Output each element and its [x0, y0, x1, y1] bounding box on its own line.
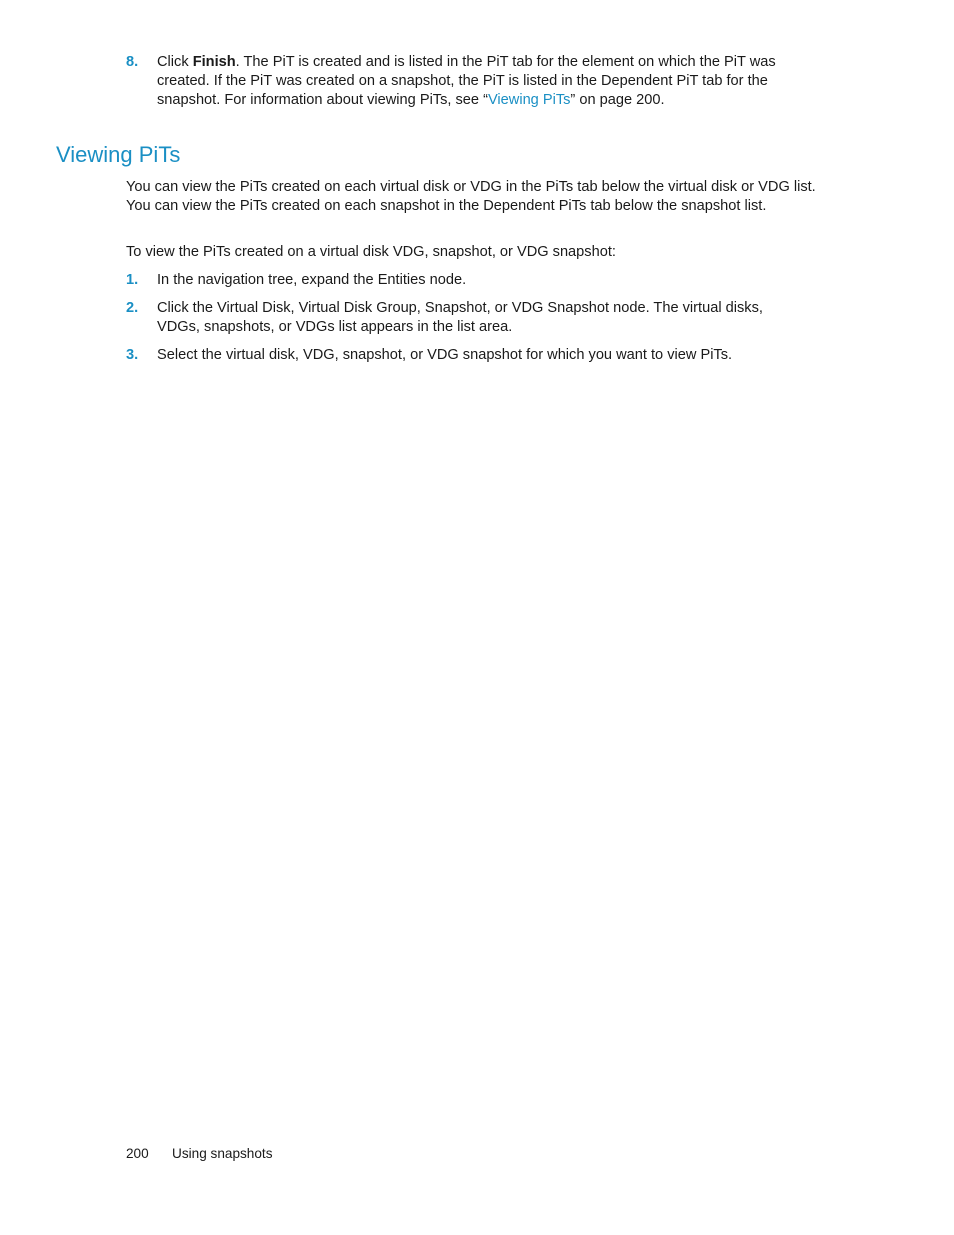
step-number: 3. — [126, 347, 139, 363]
step-text-end: ” on page 200. — [570, 92, 665, 108]
page-number: 200 — [126, 1146, 149, 1161]
section-heading: Viewing PiTs — [56, 142, 181, 167]
step-text: Select the virtual disk, VDG, snapshot, or VDG snapshot for which you want to view PiTs. — [157, 347, 733, 363]
step-text-start: Click — [157, 54, 193, 70]
intro-paragraph: You can view the PiTs created on each virtual disk or VDG in the PiTs tab below the virtual disk or VDG list. You can view the PiTs created on each snapshot in the Dependent PiTs tab below the snapshot list. — [126, 179, 816, 214]
step-number: 2. — [126, 300, 139, 316]
step-8 — [126, 53, 806, 110]
lead-in-paragraph: To view the PiTs created on a virtual disk VDG, snapshot, or VDG snapshot: — [126, 244, 616, 260]
step-2 — [126, 299, 806, 337]
step-text-middle: . The PiT is created and is listed in the PiT tab for the element on which the PiT was created. If the PiT was created on a snapshot, the PiT is listed in the Dependent PiT tab for the snapshot. For information about viewing PiTs, see “ — [157, 54, 776, 108]
step-number: 8. — [126, 54, 139, 70]
page-footer — [126, 1145, 273, 1163]
chapter-title: Using snapshots — [172, 1146, 273, 1161]
step-3 — [126, 346, 806, 365]
finish-label: Finish — [192, 54, 236, 70]
step-text — [157, 53, 806, 110]
step-text: Click the Virtual Disk, Virtual Disk Group, Snapshot, or VDG Snapshot node. The virtual disks, VDGs, snapshots, or VDGs list appears in the list area. — [157, 300, 763, 335]
viewing-pits-link[interactable]: Viewing PiTs — [487, 92, 571, 108]
step-1 — [126, 271, 806, 290]
step-number: 1. — [126, 272, 139, 288]
step-text: In the navigation tree, expand the Entities node. — [157, 272, 467, 288]
